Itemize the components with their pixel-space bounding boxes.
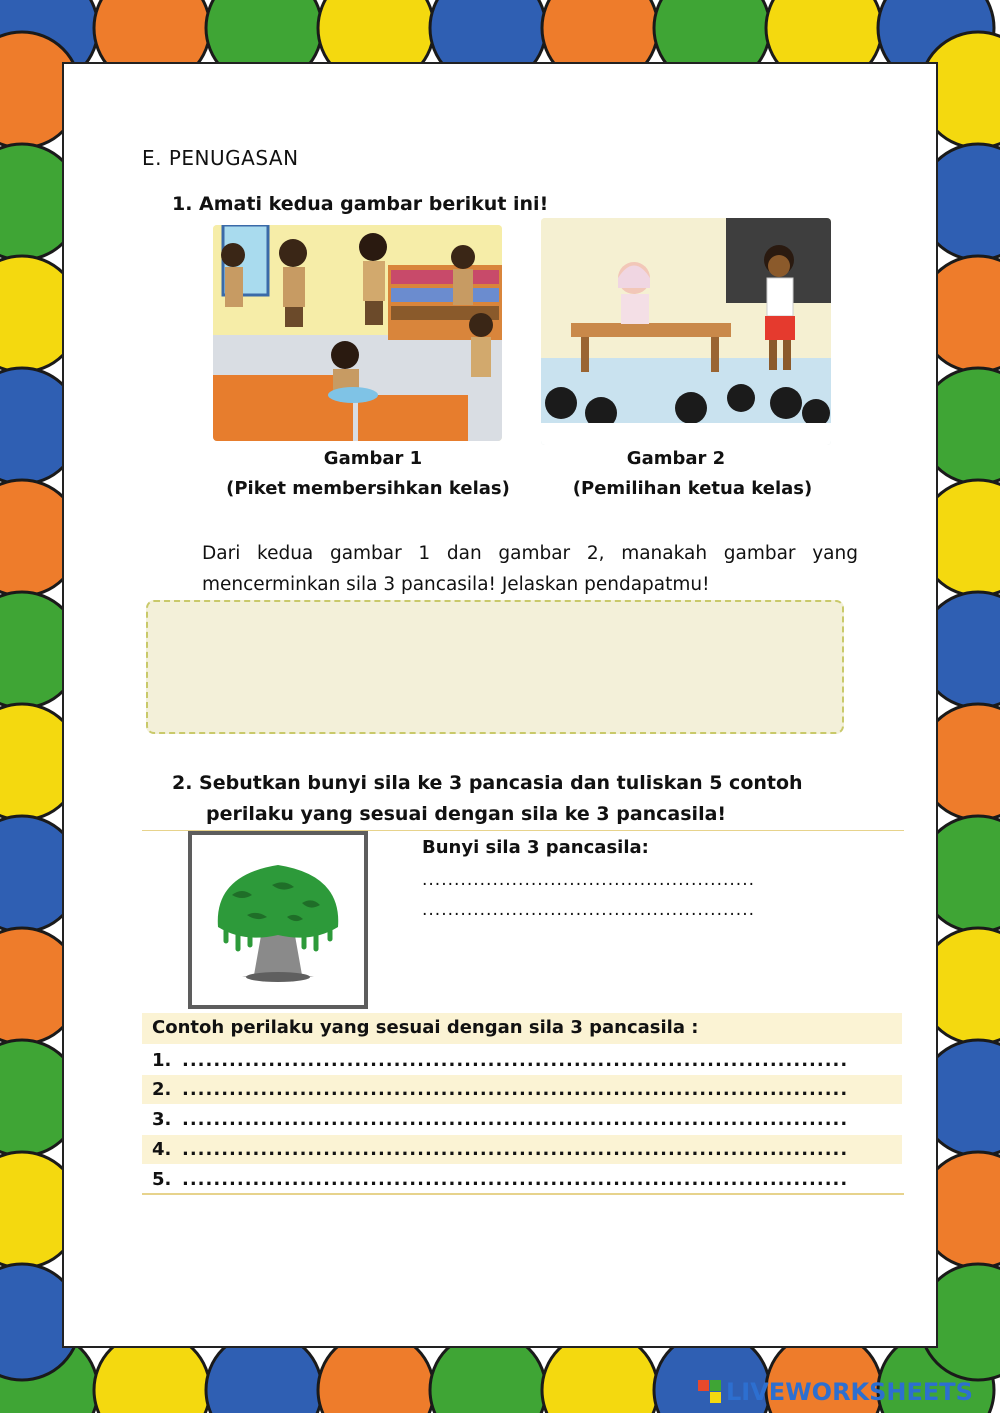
answer-row-1[interactable]	[142, 1046, 902, 1075]
answer-row-dots[interactable]: .....................................................................................	[182, 1169, 849, 1190]
bottom-divider	[142, 1193, 904, 1195]
answer-row-number: 5.	[152, 1169, 172, 1190]
answer-row-number: 2.	[152, 1079, 172, 1100]
answer-row-dots[interactable]: .....................................................................................	[182, 1109, 849, 1130]
answer-row-4[interactable]	[142, 1135, 902, 1164]
bunyi-answer-line-2[interactable]: ....................................................	[422, 900, 755, 920]
figure-2-title: Gambar 2	[626, 448, 726, 469]
answer-row-dots[interactable]: .....................................................................................	[182, 1139, 849, 1160]
picture-cleaning-class	[213, 225, 502, 441]
question-2-line1: 2. Sebutkan bunyi sila ke 3 pancasia dan tuliskan 5 contoh	[172, 772, 803, 794]
section-title: E. PENUGASAN	[142, 146, 299, 170]
question-2-line2: perilaku yang sesuai dengan sila ke 3 pancasila!	[206, 803, 727, 825]
figure-2-caption: (Pemilihan ketua kelas)	[572, 478, 813, 499]
question-1: 1. Amati kedua gambar berikut ini!	[172, 193, 549, 215]
question-1-prompt: Dari kedua gambar 1 dan gambar 2, manakah gambar yang mencerminkan sila 3 pancasila! Jelaskan pendapatmu!	[202, 543, 858, 595]
answer-row-5[interactable]	[142, 1165, 902, 1194]
banyan-tree-icon	[188, 831, 368, 1009]
bunyi-answer-line-1[interactable]: ....................................................	[422, 870, 755, 890]
liveworksheets-watermark: LIVEWORKSHEETS	[726, 1378, 973, 1406]
answer-row-dots[interactable]: .....................................................................................	[182, 1079, 849, 1100]
answer-row-number: 4.	[152, 1139, 172, 1160]
answer-text-box[interactable]	[146, 600, 844, 734]
bunyi-label: Bunyi sila 3 pancasila:	[422, 837, 649, 858]
answer-row-number: 1.	[152, 1050, 172, 1071]
contoh-label-row	[142, 1013, 902, 1044]
answer-row-dots[interactable]: .....................................................................................	[182, 1050, 849, 1071]
liveworksheets-logo-icon	[698, 1380, 722, 1404]
answer-row-3[interactable]	[142, 1105, 902, 1134]
figure-1-title: Gambar 1	[323, 448, 423, 469]
answer-row-number: 3.	[152, 1109, 172, 1130]
figure-1-caption: (Piket membersihkan kelas)	[226, 478, 510, 499]
answer-row-2[interactable]	[142, 1075, 902, 1104]
contoh-label: Contoh perilaku yang sesuai dengan sila 3 pancasila :	[152, 1017, 699, 1038]
picture-class-election	[541, 218, 831, 445]
